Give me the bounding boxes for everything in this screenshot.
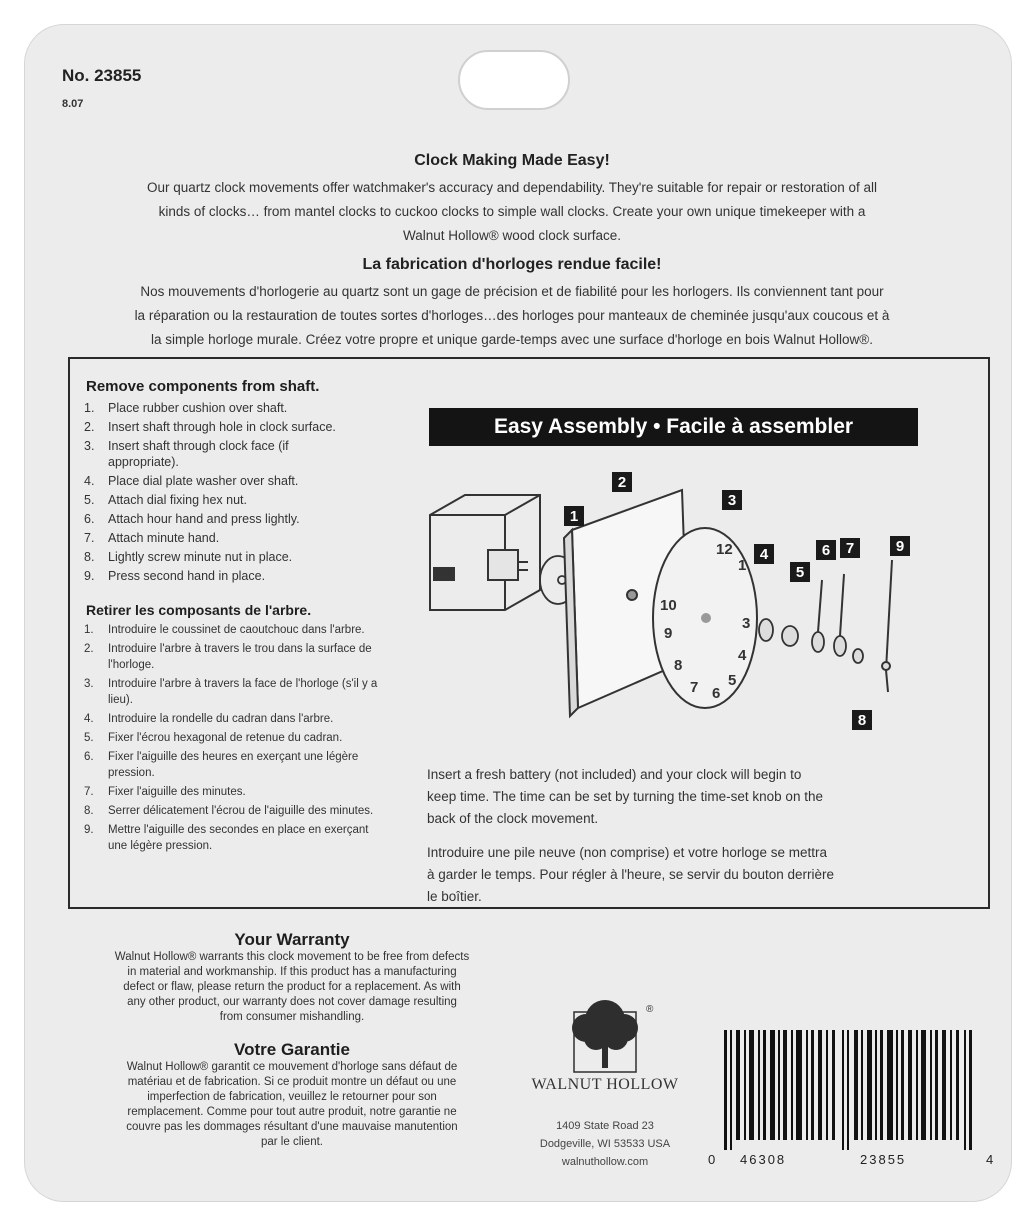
step-fr: 4. Introduire la rondelle du cadran dans l'arbre. bbox=[84, 713, 334, 725]
model-version: 8.07 bbox=[62, 98, 84, 110]
minute-hand-icon bbox=[840, 574, 844, 636]
step-en: 8. Lightly screw minute nut in place. bbox=[84, 550, 293, 564]
second-hand-icon bbox=[886, 560, 892, 670]
intro-title-fr: La fabrication d'horloges rendue facile! bbox=[362, 256, 662, 273]
hour-hand-hub-icon bbox=[812, 632, 824, 652]
step-en: 6. Attach hour hand and press lightly. bbox=[84, 512, 300, 526]
step-fr: 7. Fixer l'aiguille des minutes. bbox=[84, 786, 246, 798]
battery-text-en: Insert a fresh battery (not included) and your clock will begin to keep time. The time can be set by turning the time-set knob on the back of the clock movement. bbox=[427, 767, 823, 826]
dial-number: 8 bbox=[674, 657, 683, 674]
upc-barcode bbox=[720, 1030, 976, 1150]
warranty-body-fr: Walnut Hollow® garantit ce mouvement d'horloge sans défaut de matériau et de fabrication. Si ce produit montre un défaut ou une imperfection de fabrication, veuillez le retourner pour son remplacement. Comme pour tout autre produit, notre garantie ne couvre pas les dommages résultant d'une mauvaise manutention par le client. bbox=[126, 1061, 458, 1148]
callout-1 bbox=[564, 506, 584, 526]
callout-8 bbox=[852, 710, 872, 730]
dial-number: 10 bbox=[660, 597, 677, 614]
minute-hand-hub-icon bbox=[834, 636, 846, 656]
svg-text:6: 6 bbox=[821, 542, 831, 559]
registered-mark: ® bbox=[646, 1004, 654, 1015]
callout-4 bbox=[754, 544, 774, 564]
svg-text:4: 4 bbox=[759, 546, 769, 563]
step-fr: 6. Fixer l'aiguille des heures en exerçant une légère pression. bbox=[84, 751, 359, 779]
dial-number: 1 bbox=[738, 557, 747, 574]
step-en: 1. Place rubber cushion over shaft. bbox=[84, 401, 288, 415]
step-en: 5. Attach dial fixing hex nut. bbox=[84, 493, 247, 507]
callout-2 bbox=[612, 472, 632, 492]
step-fr: 9. Mettre l'aiguille des secondes en place en exerçant une légère pression. bbox=[84, 824, 369, 852]
step-en: 9. Press second hand in place. bbox=[84, 569, 266, 583]
step-fr: 5. Fixer l'écrou hexagonal de retenue du cadran. bbox=[84, 732, 343, 744]
step-fr: 8. Serrer délicatement l'écrou de l'aiguille des minutes. bbox=[84, 805, 374, 817]
svg-text:1: 1 bbox=[569, 508, 579, 525]
battery-text-fr: Introduire une pile neuve (non comprise) et votre horloge se mettra à garder le temps. Pour régler à l'heure, se servir du bouton derrière le boîtier. bbox=[427, 845, 835, 904]
step-en: 3. Insert shaft through clock face (if appropriate). bbox=[84, 439, 289, 469]
dial-number: 7 bbox=[690, 679, 699, 696]
instructions-list-en bbox=[84, 400, 408, 584]
clock-face-icon bbox=[653, 528, 757, 708]
intro-body-en: Our quartz clock movements offer watchmaker's accuracy and dependability. They're suitable for repair or restoration of all kinds of clocks… from mantel clocks to cuckoo clocks to simple wall clocks. Create your own unique timekeeper with a Walnut Hollow® wood clock surface. bbox=[147, 180, 877, 243]
instructions-title-en: Remove components from shaft. bbox=[86, 378, 320, 395]
dial-number: 9 bbox=[664, 625, 673, 642]
svg-text:7: 7 bbox=[845, 540, 855, 557]
warranty-title-en: Your Warranty bbox=[234, 930, 350, 949]
svg-text:9: 9 bbox=[895, 538, 905, 555]
callout-3 bbox=[722, 490, 742, 510]
warranty-title-fr: Votre Garantie bbox=[234, 1040, 350, 1059]
brand-name: WALNUT HOLLOW bbox=[531, 1076, 679, 1093]
intro-title-en: Clock Making Made Easy! bbox=[414, 152, 610, 169]
hex-nut-icon bbox=[782, 626, 798, 646]
hang-hole bbox=[458, 50, 570, 110]
upc-digit-right: 4 bbox=[986, 1152, 994, 1167]
callout-7 bbox=[840, 538, 860, 558]
svg-text:2: 2 bbox=[617, 474, 627, 491]
hour-hand-icon bbox=[818, 580, 822, 632]
instructions-list-fr bbox=[84, 622, 408, 854]
svg-text:5: 5 bbox=[795, 564, 805, 581]
svg-text:8: 8 bbox=[857, 712, 867, 729]
upc-digit-left: 0 bbox=[708, 1152, 716, 1167]
minute-nut-icon bbox=[853, 649, 863, 663]
upc-group-2: 23855 bbox=[860, 1152, 907, 1167]
intro-body-fr: Nos mouvements d'horlogerie au quartz sont un gage de précision et de fiabilité pour les horlogers. Ils conviennent tant pour la réparation ou la restauration de toutes sortes d'horloges…des horloges pour manteaux de cheminée jusqu'aux coucous et à la simple horloge murale. Créez votre propre et unique garde-temps avec une surface d'horloge en bois Walnut Hollow®. bbox=[134, 284, 890, 347]
model-number: No. 23855 bbox=[62, 66, 142, 85]
warranty-body-en: Walnut Hollow® warrants this clock movement to be free from defects in material and workmanship. If this product has a manufacturing defect or flaw, please return the product for a replacement. As with any other product, our warranty does not cover damage resulting from consumer mishandling. bbox=[114, 951, 470, 1023]
dial-number: 12 bbox=[716, 541, 733, 558]
step-fr: 1. Introduire le coussinet de caoutchouc dans l'arbre. bbox=[84, 624, 365, 636]
upc-group-1: 46308 bbox=[740, 1152, 787, 1167]
callout-6 bbox=[816, 540, 836, 560]
step-en: 2. Insert shaft through hole in clock surface. bbox=[84, 420, 336, 434]
instructions-title-fr: Retirer les composants de l'arbre. bbox=[86, 602, 312, 618]
svg-text:3: 3 bbox=[727, 492, 737, 509]
tree-icon bbox=[572, 1000, 638, 1068]
assembly-banner: Easy Assembly • Facile à assembler bbox=[429, 408, 918, 446]
dial-number: 5 bbox=[728, 672, 737, 689]
dial-washer-icon bbox=[759, 619, 773, 641]
callout-5 bbox=[790, 562, 810, 582]
website: walnuthollow.com bbox=[561, 1156, 649, 1168]
step-en: 4. Place dial plate washer over shaft. bbox=[84, 474, 299, 488]
dial-number: 6 bbox=[712, 685, 721, 702]
address-line-1: 1409 State Road 23 bbox=[556, 1120, 654, 1132]
step-fr: 3. Introduire l'arbre à travers la face de l'horloge (s'il y a lieu). bbox=[84, 678, 378, 706]
callout-9 bbox=[890, 536, 910, 556]
clock-movement-icon bbox=[430, 495, 540, 610]
step-en: 7. Attach minute hand. bbox=[84, 531, 220, 545]
assembly-diagram bbox=[420, 470, 940, 740]
address-line-2: Dodgeville, WI 53533 USA bbox=[539, 1138, 671, 1150]
step-fr: 2. Introduire l'arbre à travers le trou dans la surface de l'horloge. bbox=[84, 643, 372, 671]
dial-number: 4 bbox=[738, 647, 747, 664]
dial-number: 3 bbox=[742, 615, 751, 632]
